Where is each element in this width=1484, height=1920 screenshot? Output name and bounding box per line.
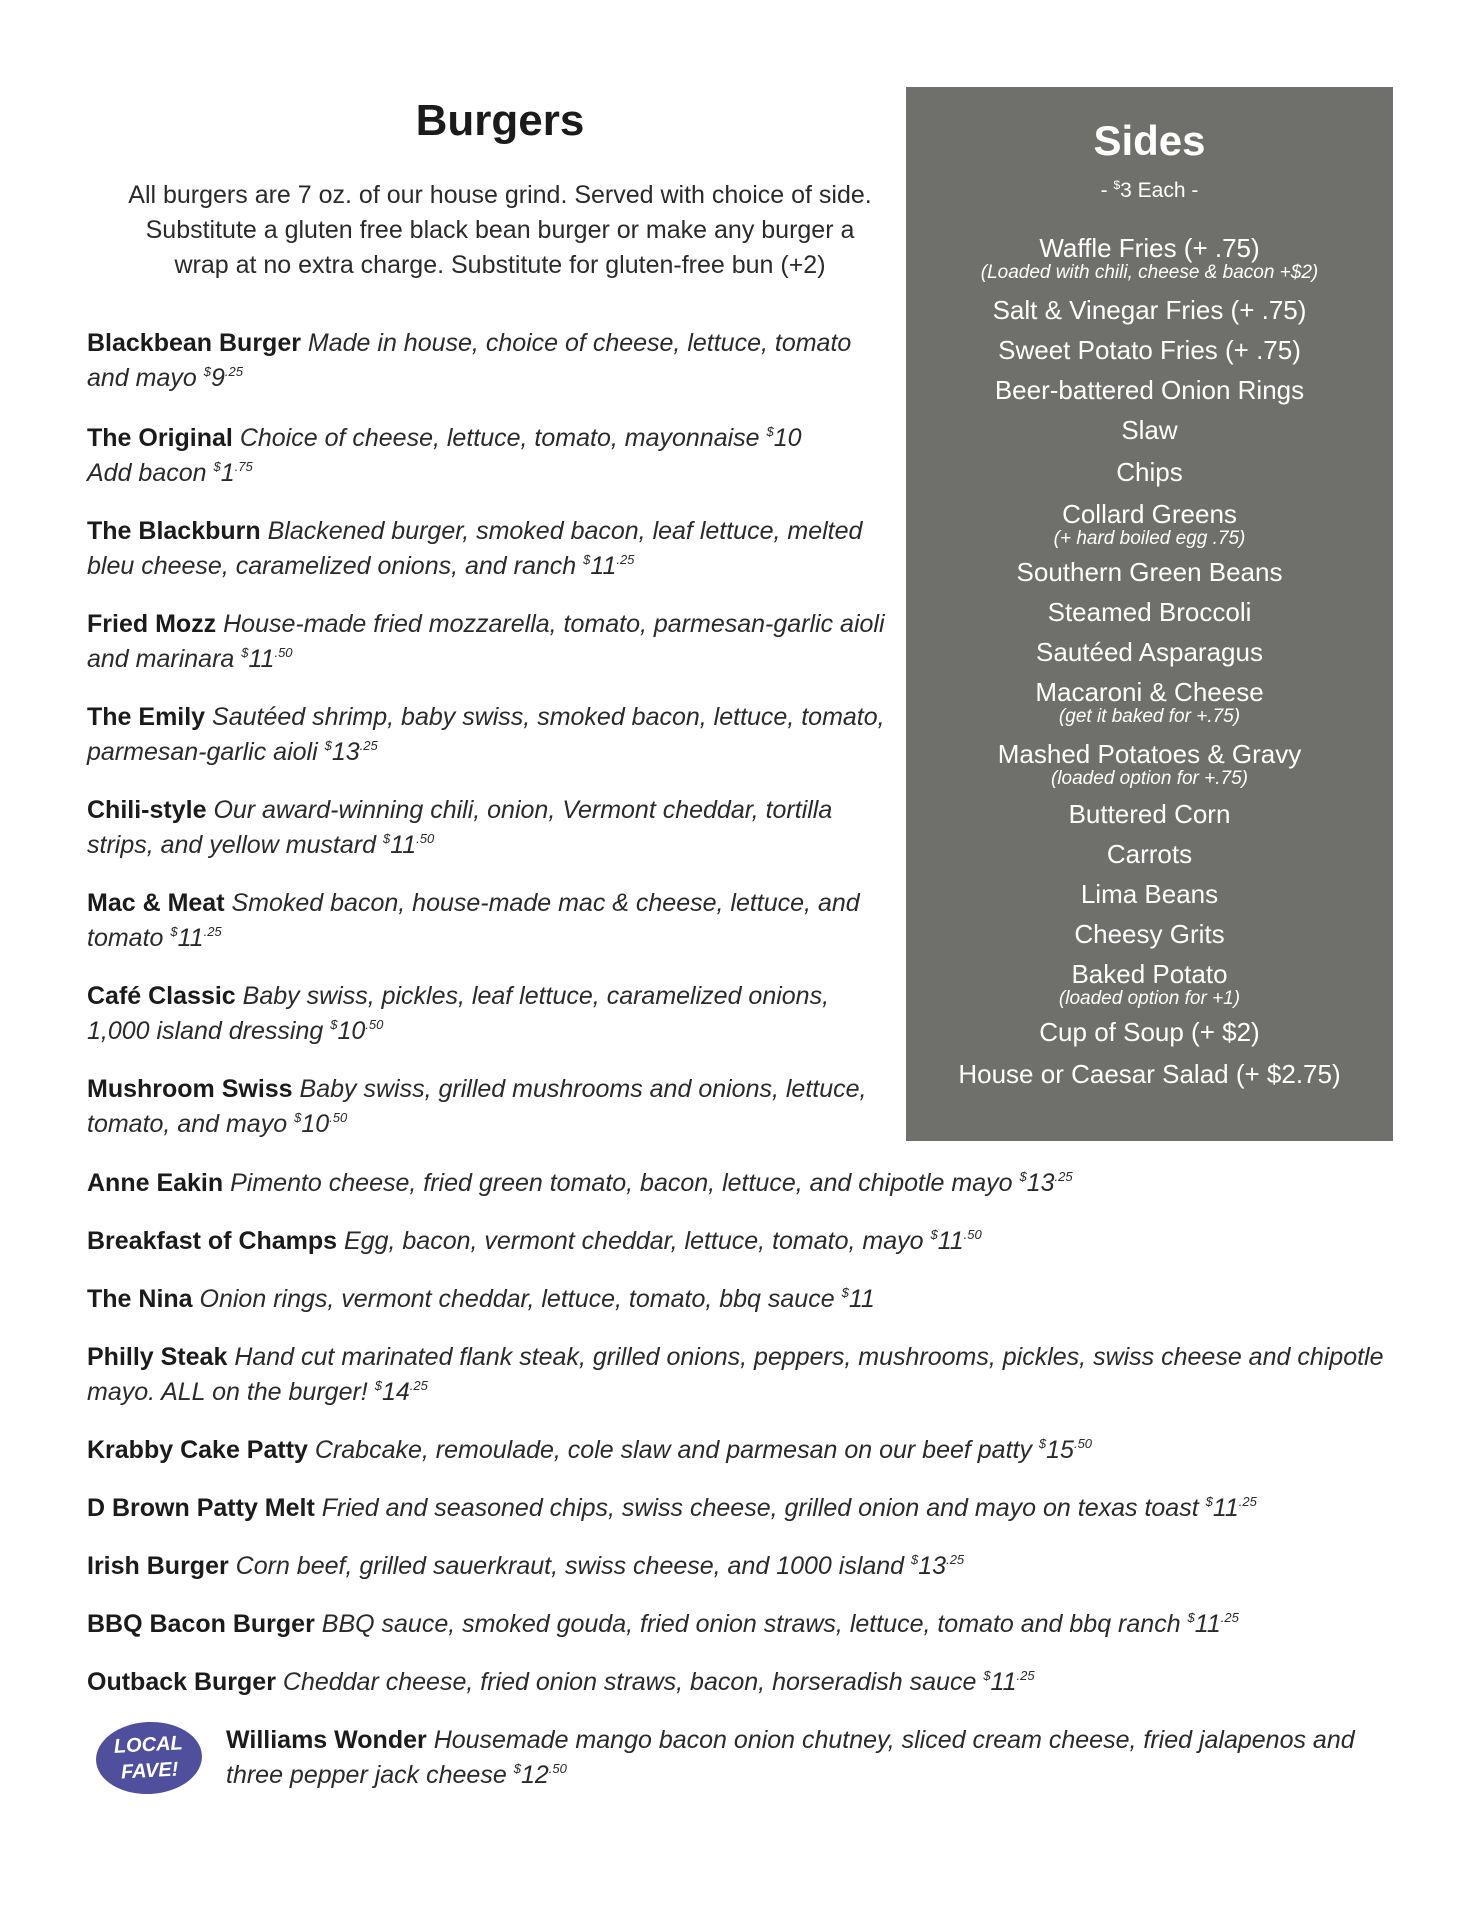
side-name: Waffle Fries (+ .75) — [1039, 233, 1260, 263]
item-description: Smoked bacon, house-made mac & cheese, lettuce, and tomato — [87, 889, 860, 952]
item-name: Mac & Meat — [87, 889, 225, 917]
item-description: House-made fried mozzarella, tomato, parmesan-garlic aioli and marinara — [87, 610, 885, 673]
menu-item-fried-mozz — [87, 607, 887, 677]
side-item — [906, 677, 1393, 727]
menu-item-mac-and-meat — [87, 886, 887, 956]
menu-item-blackbean-burger — [87, 326, 887, 396]
side-note: (get it baked for +.75) — [1058, 706, 1241, 727]
side-note: (loaded option for +1) — [1058, 988, 1241, 1009]
item-price: $^{\$}12^{.50}$ — [513, 1761, 567, 1789]
item-name: Breakfast of Champs — [87, 1227, 338, 1255]
menu-item-outback-burger — [87, 1665, 1387, 1700]
item-description: Our award-winning chili, onion, Vermont cheddar, tortilla strips, and yellow mustard — [87, 796, 833, 859]
sides-list — [906, 233, 1393, 1089]
item-description: BBQ sauce, smoked gouda, fried onion straws, lettuce, tomato and bbq ranch — [321, 1610, 1181, 1638]
item-name: Fried Mozz — [87, 610, 217, 638]
item-price: $^{\$}11^{.25}$ — [1205, 1494, 1257, 1522]
item-description: Blackened burger, smoked bacon, leaf lettuce, melted bleu cheese, caramelized onions, and ranch — [87, 517, 863, 580]
item-name: Blackbean Burger — [87, 329, 301, 357]
item-name: BBQ Bacon Burger — [87, 1610, 315, 1638]
item-name: Philly Steak — [87, 1343, 228, 1371]
side-item — [906, 233, 1393, 283]
item-price: $^{\$}14^{.25}$ — [374, 1378, 428, 1406]
item-name: Mushroom Swiss — [87, 1075, 293, 1103]
side-name: Steamed Broccoli — [1047, 597, 1252, 627]
badge-line: LOCAL — [113, 1732, 184, 1758]
item-price: $^{\$}11^{.50}$ — [241, 645, 293, 673]
item-price: $^{\$}13^{.25}$ — [911, 1552, 965, 1580]
side-name: Chips — [1116, 457, 1183, 487]
side-item — [906, 799, 1393, 829]
sides-panel — [906, 87, 1393, 1141]
item-price: $^{\$}11^{.50}$ — [382, 831, 435, 859]
item-description: Baby swiss, pickles, leaf lettuce, caramelized onions, 1,000 island dressing — [87, 982, 830, 1045]
item-description: Fried and seasoned chips, swiss cheese, grilled onion and mayo on texas toast — [321, 1494, 1199, 1522]
item-price: $^{\$}13^{.25}$ — [1019, 1169, 1073, 1197]
item-price: $11 — [841, 1285, 875, 1313]
item-price: $10 — [766, 424, 802, 452]
side-item — [906, 637, 1393, 667]
side-name: Cheesy Grits — [1074, 919, 1225, 949]
addon-price: $^{\$}1^{.75}$ — [213, 459, 253, 487]
menu-item-krabby-cake-patty — [87, 1433, 1387, 1468]
item-description: Onion rings, vermont cheddar, lettuce, tomato, bbq sauce — [199, 1285, 835, 1313]
side-name: Slaw — [1121, 415, 1178, 445]
item-name: Café Classic — [87, 982, 236, 1010]
intro-line: Substitute a gluten free black bean burger or make any burger a — [145, 216, 855, 244]
side-name: Mashed Potatoes & Gravy — [997, 739, 1302, 769]
burgers-intro — [90, 178, 910, 283]
side-name: Macaroni & Cheese — [1035, 677, 1264, 707]
item-description: Sautéed shrimp, baby swiss, smoked bacon, lettuce, tomato, parmesan-garlic aioli — [87, 703, 885, 766]
item-addon: Add bacon — [87, 459, 207, 487]
item-description: Crabcake, remoulade, cole slaw and parmesan on our beef patty — [314, 1436, 1032, 1464]
side-note: (+ hard boiled egg .75) — [1053, 528, 1246, 549]
side-name: House or Caesar Salad (+ $2.75) — [958, 1059, 1341, 1089]
side-item — [906, 879, 1393, 909]
item-price: $^{\$}11^{.25}$ — [583, 552, 635, 580]
menu-item-bbq-bacon-burger — [87, 1607, 1387, 1642]
side-name: Buttered Corn — [1068, 799, 1231, 829]
side-item — [906, 499, 1393, 549]
intro-line: All burgers are 7 oz. of our house grind. Served with choice of side. — [128, 181, 872, 209]
menu-item-the-emily — [87, 700, 887, 770]
local-fave-badge — [94, 1719, 204, 1796]
side-name: Carrots — [1106, 839, 1193, 869]
side-note: (Loaded with chili, cheese & bacon +$2) — [980, 262, 1319, 283]
badge-line: FAVE! — [120, 1758, 179, 1784]
item-name: Anne Eakin — [87, 1169, 224, 1197]
item-price: $^{\$}11^{.25}$ — [170, 924, 222, 952]
burgers-title: Burgers — [415, 96, 585, 145]
item-price: $^{\$}10^{.50}$ — [294, 1110, 348, 1138]
side-item — [906, 1059, 1393, 1089]
item-price: $^{\$}11^{.25}$ — [1187, 1610, 1239, 1638]
item-description: Baby swiss, grilled mushrooms and onions, lettuce, tomato, and mayo — [87, 1075, 867, 1138]
menu-item-williams-wonder — [226, 1723, 1406, 1793]
side-name: Beer-battered Onion Rings — [994, 375, 1305, 405]
intro-line: wrap at no extra charge. Substitute for gluten-free bun (+2) — [174, 251, 826, 279]
item-price: $^{\$}11^{.50}$ — [930, 1227, 982, 1255]
side-name: Lima Beans — [1080, 879, 1219, 909]
item-description: Choice of cheese, lettuce, tomato, mayonnaise — [239, 424, 760, 452]
side-item — [906, 597, 1393, 627]
side-item — [906, 295, 1393, 325]
item-description: Pimento cheese, fried green tomato, bacon, lettuce, and chipotle mayo — [230, 1169, 1013, 1197]
menu-item-breakfast-of-champs — [87, 1224, 1387, 1259]
item-description: Hand cut marinated flank steak, grilled onions, peppers, mushrooms, pickles, swiss cheese and chipotle mayo. ALL on the burger! — [87, 1343, 1384, 1406]
side-item — [906, 335, 1393, 365]
side-name: Baked Potato — [1071, 959, 1228, 989]
item-name: Williams Wonder — [226, 1726, 427, 1754]
menu-item-irish-burger — [87, 1549, 1387, 1584]
item-description: Cheddar cheese, fried onion straws, bacon, horseradish sauce — [282, 1668, 977, 1696]
item-description: Made in house, choice of cheese, lettuce, tomato and mayo — [87, 329, 852, 392]
item-description: Housemade mango bacon onion chutney, sliced cream cheese, fried jalapenos and three pepper jack cheese — [226, 1726, 1355, 1789]
side-item — [906, 919, 1393, 949]
item-price: $^{\$}13^{.25}$ — [324, 738, 378, 766]
menu-item-chili-style — [87, 793, 887, 863]
item-price: $^{\$}15^{.50}$ — [1038, 1436, 1093, 1464]
item-name: Krabby Cake Patty — [87, 1436, 308, 1464]
side-item — [906, 415, 1393, 445]
side-item — [906, 457, 1393, 487]
side-item — [906, 1017, 1393, 1047]
side-name: Sautéed Asparagus — [1036, 637, 1263, 667]
menu-item-philly-steak — [87, 1340, 1387, 1410]
menu-item-anne-eakin — [87, 1166, 1387, 1201]
side-name: Collard Greens — [1062, 499, 1237, 529]
item-name: The Blackburn — [87, 517, 261, 545]
item-name: The Original — [87, 424, 233, 452]
item-name: The Emily — [87, 703, 206, 731]
side-note: (loaded option for +.75) — [1051, 768, 1248, 789]
side-item — [906, 375, 1393, 405]
side-item — [906, 739, 1393, 789]
item-price: $^{\$}9^{.25}$ — [203, 364, 243, 392]
menu-item-the-nina — [87, 1282, 1387, 1317]
item-description: Egg, bacon, vermont cheddar, lettuce, tomato, mayo — [344, 1227, 924, 1255]
side-name: Cup of Soup (+ $2) — [1039, 1017, 1260, 1047]
sides-price-note: - $3 Each - — [1100, 178, 1199, 202]
side-name: Salt & Vinegar Fries (+ .75) — [992, 295, 1307, 325]
item-price: $^{\$}10^{.50}$ — [330, 1017, 384, 1045]
item-description: Corn beef, grilled sauerkraut, swiss cheese, and 1000 island — [235, 1552, 905, 1580]
side-item — [906, 959, 1393, 1009]
menu-item-cafe-classic — [87, 979, 887, 1049]
item-name: The Nina — [87, 1285, 193, 1313]
item-name: Irish Burger — [87, 1552, 229, 1580]
menu-item-the-original — [87, 421, 887, 491]
side-name: Sweet Potato Fries (+ .75) — [998, 335, 1301, 365]
side-name: Southern Green Beans — [1016, 557, 1283, 587]
menu-item-the-blackburn — [87, 514, 887, 584]
item-name: Chili-style — [87, 796, 207, 824]
item-name: D Brown Patty Melt — [87, 1494, 315, 1522]
side-item — [906, 839, 1393, 869]
sides-title: Sides — [1093, 117, 1206, 164]
menu-item-mushroom-swiss — [87, 1072, 887, 1142]
side-item — [906, 557, 1393, 587]
menu-item-d-brown-patty-melt — [87, 1491, 1387, 1526]
item-name: Outback Burger — [87, 1668, 276, 1696]
item-price: $^{\$}11^{.25}$ — [983, 1668, 1035, 1696]
